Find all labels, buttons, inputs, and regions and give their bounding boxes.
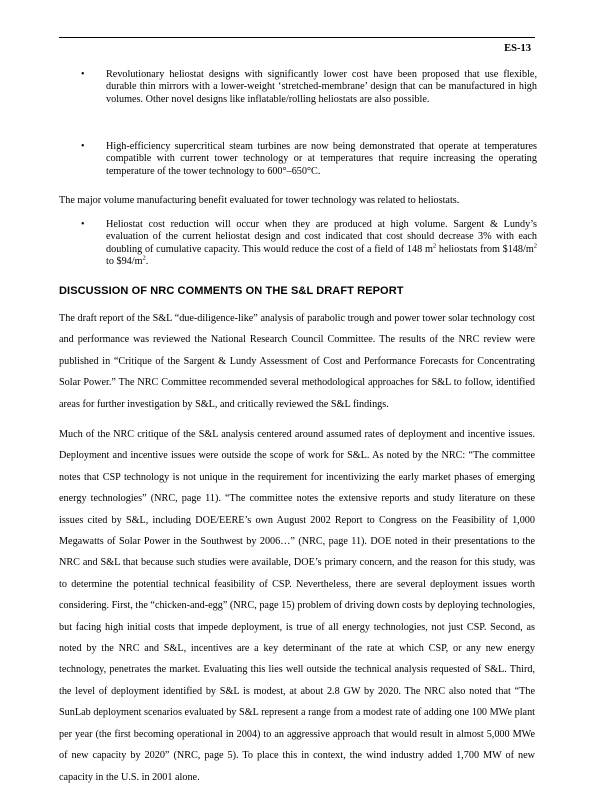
bullet-item-steam-turbines xyxy=(81,141,537,178)
bullet-text: Heliostat cost reduction will occur when they are produced at high volume. Sargent & Lundy’s evaluation of the current heliostat design and cost indicated that cost should decrease 3% with each doubling of cumulative capacity. This would reduce the cost of a field of 148 $m^2$ heliostats from $\$148/m^2$ to $\$94/m^2$. xyxy=(106,219,537,267)
bullet-icon: • xyxy=(81,69,85,80)
page-number: ES-13 xyxy=(504,43,531,54)
bullet-item-heliostat-cost xyxy=(81,219,537,268)
paragraph-nrc-critique: Much of the NRC critique of the S&L analysis centered around assumed rates of deployment and incentive issues. Deployment and incentive issues were outside the scope of work for S&L. As noted by the NRC: “The committee notes that CSP technology is not unique in the requirement for incentivizing the early market phases of emerging energy technologies” (NRC, page 11). “The committee notes the extensive reports and study literature on these issues cited by S&L, including DOE/EERE’s own August 2002 Report to Congress on the Feasibility of 1,000 Megawatts of Solar Power in the Southwest by 2006…” (NRC, page 11). DOE noted in their presentations to the NRC and S&L that because such studies were available, DOE’s primary concern, and the reason for this study, was to determine the potential technical feasibility of CSP. Nevertheless, there are several deployment issues worth considering. First, the “chicken-and-egg” (NRC, page 15) problem of driving down costs by deploying technologies, but facing high initial costs that impede deployment, is true of all energy technologies, not just CSP. Second, as noted by the NRC and S&L, incentives are a key determinant of the rate at which CSP, or any new energy technology, penetrates the market. Evaluating this lies well outside the technical analysis requested of S&L. Third, the level of deployment identified by S&L is modest, at about 2.8 GW by 2020. The NRC also noted that “The SunLab deployment scenarios evaluated by S&L represent a range from a modest rate of adding one 100 MWe plant per year (the first becoming operational in 2004) to an aggressive approach that would result in almost 5,000 MWe of new capacity by 2020” (NRC, page 5). To place this in context, the wind industry added 1,700 MW of new capacity in the U.S. in 2001 alone. xyxy=(59,429,535,783)
volume-manufacturing-sentence: The major volume manufacturing benefit evaluated for tower technology was related to heliostats. xyxy=(59,195,460,206)
header-rule xyxy=(59,37,535,38)
section-heading: DISCUSSION OF NRC COMMENTS ON THE S&L DRAFT REPORT xyxy=(59,285,404,297)
bullet-item-heliostat-designs xyxy=(81,69,537,106)
paragraph-nrc-review: The draft report of the S&L “due-diligence-like” analysis of parabolic trough and power tower solar technology cost and performance was reviewed the National Research Council Committee. The results of the NRC review were published in “Critique of the Sargent & Lundy Assessment of Cost and Performance Forecasts for Concentrating Solar Power.” The NRC Committee recommended several methodological approaches for S&L to follow, identified areas for further investigation by S&L, and critically reviewed the S&L findings. xyxy=(59,313,535,410)
bullet-icon: • xyxy=(81,219,85,230)
bullet-icon: • xyxy=(81,141,85,152)
bullet-text: High-efficiency supercritical steam turbines are now being demonstrated that operate at temperatures compatible with current tower technology or at temperatures that require increasing the operating temperature of the tower technology to 600°–650°C. xyxy=(106,141,537,177)
bullet-text: Revolutionary heliostat designs with significantly lower cost have been proposed that use flexible, durable thin mirrors with a lower-weight ‘stretched-membrane’ design that can be manufactured in high volumes. Other novel designs like inflatable/rolling heliostats are also possible. xyxy=(106,69,537,105)
